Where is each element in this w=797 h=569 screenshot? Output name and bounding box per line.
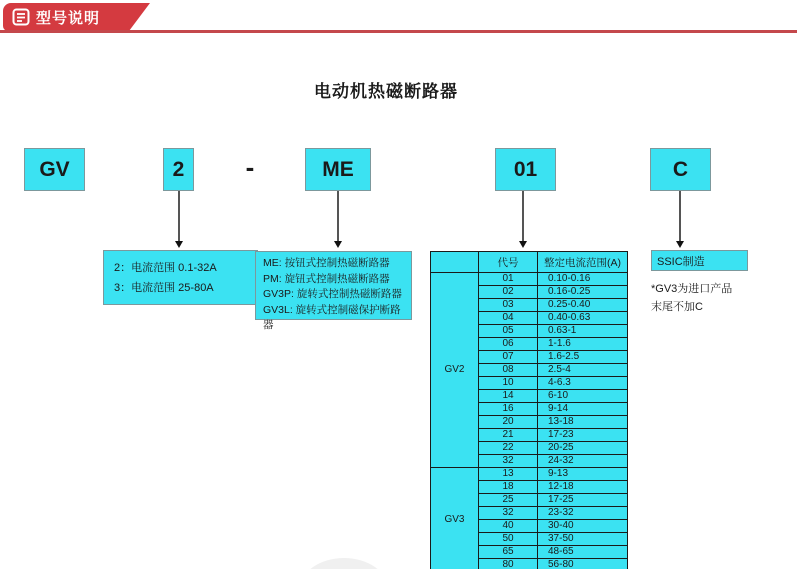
range-cell: 56-80 <box>538 559 628 569</box>
range-cell: 9-13 <box>538 468 628 481</box>
code-cell: 06 <box>479 338 538 351</box>
model-code-rating-box: 01 <box>495 148 556 191</box>
code-cell: 14 <box>479 390 538 403</box>
code-cell: 02 <box>479 286 538 299</box>
arrow-stem <box>337 191 339 241</box>
model-code-separator: - <box>245 152 255 182</box>
spec-table-header: 代号 <box>479 252 538 273</box>
range-cell: 1.6-2.5 <box>538 351 628 364</box>
code-cell: 05 <box>479 325 538 338</box>
range-cell: 37-50 <box>538 533 628 546</box>
control-type-line: GV3P: 旋转式控制热磁断路器 <box>263 288 402 300</box>
model-code-series-box: GV <box>24 148 85 191</box>
range-cell: 24-32 <box>538 455 628 468</box>
import-note <box>651 280 732 316</box>
table-row <box>431 273 628 286</box>
import-note-line: 末尾不加C <box>651 301 703 313</box>
import-note-line: *GV3为进口产品 <box>651 283 733 295</box>
series-group-cell: GV3 <box>431 468 479 569</box>
code-cell: 32 <box>479 507 538 520</box>
code-cell: 13 <box>479 468 538 481</box>
code-cell: 50 <box>479 533 538 546</box>
arrow-frame-to-callout <box>174 191 183 248</box>
code-cell: 20 <box>479 416 538 429</box>
control-type-line: ME: 按钮式控制热磁断路器 <box>263 257 390 269</box>
page-title: 电动机热磁断路器 <box>314 82 458 101</box>
range-cell: 20-25 <box>538 442 628 455</box>
code-cell: 21 <box>479 429 538 442</box>
range-cell: 2.5-4 <box>538 364 628 377</box>
code-cell: 08 <box>479 364 538 377</box>
range-cell: 17-23 <box>538 429 628 442</box>
header-divider-line <box>0 30 797 33</box>
frame-size-callout <box>103 250 258 305</box>
range-cell: 30-40 <box>538 520 628 533</box>
range-cell: 4-6.3 <box>538 377 628 390</box>
control-type-callout <box>255 251 412 331</box>
arrow-stem <box>679 191 681 241</box>
range-cell: 48-65 <box>538 546 628 559</box>
model-code-control-box: ME <box>305 148 371 191</box>
arrow-head-icon <box>676 241 684 248</box>
code-cell: 22 <box>479 442 538 455</box>
range-cell: 12-18 <box>538 481 628 494</box>
range-cell: 0.25-0.40 <box>538 299 628 312</box>
arrow-rating-to-table <box>518 191 527 248</box>
range-cell: 23-32 <box>538 507 628 520</box>
section-header-label: 型号说明 <box>36 9 101 27</box>
arrow-suffix-to-callout <box>675 191 684 248</box>
spec-table-body <box>431 273 628 569</box>
section-header-ribbon <box>3 3 129 31</box>
range-cell: 0.16-0.25 <box>538 286 628 299</box>
ribbon-angled-edge <box>129 3 150 31</box>
manufacturer-label: SSIC制造 <box>657 255 705 268</box>
code-cell: 01 <box>479 273 538 286</box>
code-cell: 04 <box>479 312 538 325</box>
spec-table-header: 整定电流范围(A) <box>538 252 628 273</box>
model-code-frame-box: 2 <box>163 148 194 191</box>
spec-table-head-row <box>431 252 628 273</box>
range-cell: 17-25 <box>538 494 628 507</box>
code-cell: 80 <box>479 559 538 569</box>
series-group-cell: GV2 <box>431 273 479 468</box>
arrow-head-icon <box>175 241 183 248</box>
code-cell: 40 <box>479 520 538 533</box>
range-cell: 0.40-0.63 <box>538 312 628 325</box>
code-cell: 32 <box>479 455 538 468</box>
code-cell: 07 <box>479 351 538 364</box>
code-cell: 16 <box>479 403 538 416</box>
code-cell: 03 <box>479 299 538 312</box>
arrow-stem <box>178 191 180 241</box>
range-cell: 0.10-0.16 <box>538 273 628 286</box>
current-rating-table <box>430 251 628 569</box>
arrow-head-icon <box>334 241 342 248</box>
control-type-line: PM: 旋钮式控制热磁断路器 <box>263 272 390 285</box>
arrow-control-to-callout <box>333 191 342 248</box>
frame-size-line: 2：电流范围 0.1-32A <box>114 262 217 274</box>
manufacturer-callout <box>651 250 748 271</box>
document-list-icon <box>12 8 30 26</box>
arrow-stem <box>522 191 524 241</box>
range-cell: 9-14 <box>538 403 628 416</box>
control-type-line: GV3L: 旋转式控制磁保护断路器 <box>263 303 401 331</box>
range-cell: 1-1.6 <box>538 338 628 351</box>
watermark-circle <box>300 558 388 569</box>
range-cell: 13-18 <box>538 416 628 429</box>
spec-table-header <box>431 252 479 273</box>
model-code-suffix-box: C <box>650 148 711 191</box>
code-cell: 25 <box>479 494 538 507</box>
range-cell: 0.63-1 <box>538 325 628 338</box>
range-cell: 6-10 <box>538 390 628 403</box>
code-cell: 65 <box>479 546 538 559</box>
code-cell: 18 <box>479 481 538 494</box>
table-row <box>431 468 628 481</box>
arrow-head-icon <box>519 241 527 248</box>
frame-size-line: 3：电流范围 25-80A <box>114 282 214 294</box>
code-cell: 10 <box>479 377 538 390</box>
